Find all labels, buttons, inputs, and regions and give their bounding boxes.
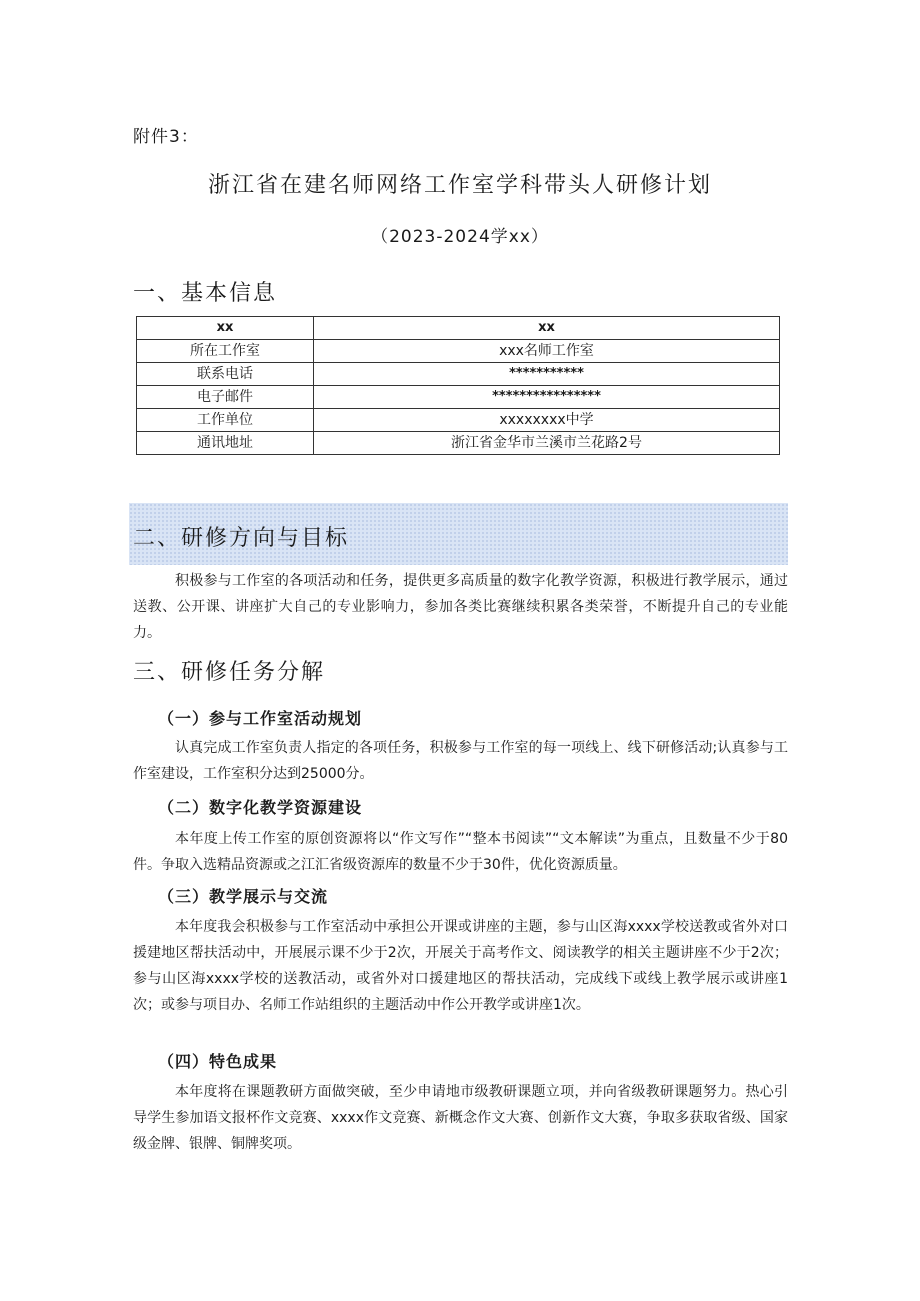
attachment-label: 附件3： [133,127,199,147]
table-cell: *********** [314,363,780,386]
table-row [137,409,780,432]
table-cell: 工作单位 [137,409,314,432]
table-row [137,432,780,455]
table-cell: 所在工作室 [137,340,314,363]
table-cell: **************** [314,386,780,409]
table-row [137,317,780,340]
subsection-heading-teaching: （三）教学展示与交流 [158,887,329,906]
subsection-heading-achievements: （四）特色成果 [158,1052,278,1071]
direction-paragraph: 积极参与工作室的各项活动和任务，提供更多高质量的数字化教学资源，积极进行教学展示，通过送教、公开课、讲座扩大自己的专业影响力，参加各类比赛继续积累各类荣誉，不断提升自己的专业能力。 [133,573,788,641]
subsection-heading-resources: （二）数字化教学资源建设 [158,798,363,817]
document-subtitle: （2023-2024学xx） [371,227,549,247]
subsection-paragraph-activity: 认真完成工作室负责人指定的各项任务，积极参与工作室的每一项线上、线下研修活动;认真参与工作室建设，工作室积分达到25000分。 [133,740,788,782]
subsection-paragraph-teaching: 本年度我会积极参与工作室活动中承担公开课或讲座的主题，参与山区海xxxx学校送教或省外对口援建地区帮扶活动中，开展展示课不少于2次，开展关于高考作文、阅读教学的相关主题讲座不少于2次；参与山区海xxxx学校的送教活动，或省外对口援建地区的帮扶活动，完成线下或线上教学展示或讲座1次；或参与项目办、名师工作站组织的主题活动中作公开教学或讲座1次。 [133,919,788,1013]
table-row [137,363,780,386]
table-cell: 电子邮件 [137,386,314,409]
table-cell: xxxxxxxx中学 [314,409,780,432]
table-row [137,386,780,409]
section-heading-direction: 二、研修方向与目标 [133,526,350,551]
table-cell: 通讯地址 [137,432,314,455]
section-heading-basic-info: 一、基本信息 [133,281,278,306]
table-cell: xx [137,317,314,340]
subsection-paragraph-resources: 本年度上传工作室的原创资源将以“作文写作”“整本书阅读”“文本解读”为重点，且数量不少于80件。争取入选精品资源或之江汇省级资源库的数量不少于30件，优化资源质量。 [133,831,788,873]
table-row [137,340,780,363]
basic-info-table [136,316,780,455]
table-cell: xx [314,317,780,340]
table-cell: 浙江省金华市兰溪市兰花路2号 [314,432,780,455]
document-title: 浙江省在建名师网络工作室学科带头人研修计划 [207,173,712,198]
subsection-paragraph-achievements: 本年度将在课题教研方面做突破，至少申请地市级教研课题立项，并向省级教研课题努力。热心引导学生参加语文报杯作文竞赛、xxxx作文竞赛、新概念作文大赛、创新作文大赛，争取多获取省级、国家级金牌、银牌、铜牌奖项。 [133,1084,788,1152]
table-cell: 联系电话 [137,363,314,386]
subsection-heading-activity: （一）参与工作室活动规划 [158,709,363,728]
section-heading-tasks: 三、研修任务分解 [133,660,326,685]
table-cell: xxx名师工作室 [314,340,780,363]
